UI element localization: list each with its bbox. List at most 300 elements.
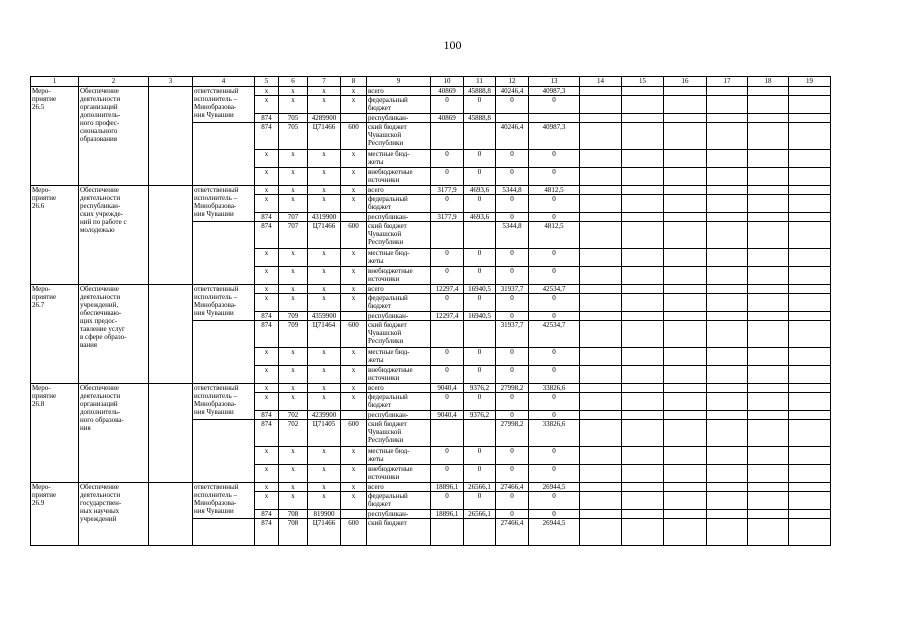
value-cell-2017: 0 (529, 312, 580, 321)
table-row (31, 384, 831, 393)
value-cell-2014 (431, 519, 464, 546)
value-cell-2014: 0 (431, 294, 464, 312)
empty-value-cell (622, 492, 664, 510)
empty-value-cell (622, 294, 664, 312)
column-header: 8 (341, 77, 367, 87)
column-header: 17 (707, 77, 748, 87)
empty-value-cell (622, 114, 664, 123)
empty-value-cell (580, 483, 622, 492)
value-cell-2014: 0 (431, 393, 464, 411)
value-cell-2014: 18896,1 (431, 483, 464, 492)
funding-source-cell: местные бюд- жеты (367, 348, 431, 366)
empty-value-cell (622, 267, 664, 285)
empty-value-cell (748, 222, 789, 249)
expense-type-cell: x (341, 150, 367, 168)
empty-value-cell (748, 384, 789, 393)
empty-value-cell (580, 465, 622, 483)
value-cell-2014: 18896,1 (431, 510, 464, 519)
empty-value-cell (748, 123, 789, 150)
empty-value-cell (664, 186, 707, 195)
measure-title-cell: Обеспечение деятельности организаций дополнитель- ного профес- сионального образования (79, 87, 149, 186)
empty-value-cell (664, 294, 707, 312)
empty-value-cell (580, 510, 622, 519)
value-cell-2015: 0 (464, 465, 496, 483)
target-article-cell: x (308, 249, 341, 267)
empty-value-cell (789, 483, 831, 492)
grbs-cell: x (255, 447, 279, 465)
section-cell: x (279, 186, 308, 195)
empty-value-cell (789, 195, 831, 213)
table-header-row (31, 77, 831, 87)
expense-type-cell: x (341, 483, 367, 492)
empty-value-cell (580, 87, 622, 96)
empty-value-cell (664, 447, 707, 465)
measure-title-cell: Обеспечение деятельности учреждений, обеспечиваю- щих предос- тавление услуг в сфере образо- вания (79, 285, 149, 384)
empty-value-cell (622, 168, 664, 186)
grbs-cell: x (255, 195, 279, 213)
section-cell: 705 (279, 114, 308, 123)
empty-value-cell (664, 114, 707, 123)
column-header: 9 (367, 77, 431, 87)
measure-title-cell: Обеспечение деятельности организаций дополнитель- ного образова- ния (79, 384, 149, 483)
empty-value-cell (789, 123, 831, 150)
value-cell-2015: 16940,5 (464, 285, 496, 294)
empty-value-cell (707, 285, 748, 294)
expense-type-cell: x (341, 294, 367, 312)
expense-type-cell: x (341, 447, 367, 465)
expense-type-cell: x (341, 348, 367, 366)
empty-value-cell (707, 195, 748, 213)
funding-source-cell: ский бюджет (367, 519, 431, 546)
grbs-cell: x (255, 348, 279, 366)
section-cell: 708 (279, 510, 308, 519)
expense-type-cell: 600 (341, 420, 367, 447)
funding-source-cell: всего (367, 87, 431, 96)
value-cell-2016: 0 (496, 267, 529, 285)
value-cell-2015: 0 (464, 195, 496, 213)
funding-source-cell: местные бюд- жеты (367, 150, 431, 168)
executor-cell: ответственный исполнитель – Минобразова- ния Чувашии (193, 483, 255, 519)
value-cell-2014: 0 (431, 150, 464, 168)
empty-value-cell (789, 519, 831, 546)
value-cell-2014: 0 (431, 195, 464, 213)
value-cell-2017: 0 (529, 447, 580, 465)
column-header: 4 (193, 77, 255, 87)
section-cell: x (279, 384, 308, 393)
empty-value-cell (789, 294, 831, 312)
value-cell-2014: 0 (431, 168, 464, 186)
table-row (31, 186, 831, 195)
funding-source-cell: ский бюджет Чувашской Республики (367, 420, 431, 447)
column-header: 3 (149, 77, 193, 87)
column-header: 12 (496, 77, 529, 87)
empty-value-cell (748, 465, 789, 483)
value-cell-2017: 0 (529, 411, 580, 420)
funding-source-cell: федеральный бюджет (367, 294, 431, 312)
empty-value-cell (664, 213, 707, 222)
funding-source-cell: федеральный бюджет (367, 492, 431, 510)
value-cell-2015: 0 (464, 348, 496, 366)
expense-type-cell: x (341, 168, 367, 186)
expense-type-cell (341, 510, 367, 519)
section-cell: 702 (279, 420, 308, 447)
section-cell: x (279, 195, 308, 213)
value-cell-2016: 31937,7 (496, 285, 529, 294)
empty-value-cell (580, 222, 622, 249)
value-cell-2016: 27998,2 (496, 384, 529, 393)
target-article-cell: x (308, 483, 341, 492)
empty-value-cell (664, 249, 707, 267)
empty-value-cell (748, 483, 789, 492)
value-cell-2016: 0 (496, 195, 529, 213)
empty-value-cell (664, 267, 707, 285)
section-cell: x (279, 168, 308, 186)
empty-value-cell (664, 168, 707, 186)
value-cell-2015: 26566,1 (464, 483, 496, 492)
value-cell-2017: 42534,7 (529, 321, 580, 348)
empty-value-cell (664, 420, 707, 447)
target-article-cell: Ц71466 (308, 222, 341, 249)
grbs-cell: x (255, 267, 279, 285)
empty-value-cell (580, 285, 622, 294)
empty-value-cell (789, 510, 831, 519)
empty-value-cell (580, 96, 622, 114)
funding-source-cell: всего (367, 384, 431, 393)
empty-value-cell (580, 213, 622, 222)
value-cell-2017: 0 (529, 150, 580, 168)
empty-value-cell (748, 411, 789, 420)
section-cell: x (279, 492, 308, 510)
column-header: 7 (308, 77, 341, 87)
empty-value-cell (622, 321, 664, 348)
expense-type-cell: x (341, 285, 367, 294)
grbs-cell: x (255, 87, 279, 96)
measure-title-cell: Обеспечение деятельности республикан- ских учрежде- ний по работе с молодежью (79, 186, 149, 285)
value-cell-2014 (431, 321, 464, 348)
value-cell-2016: 0 (496, 168, 529, 186)
empty-value-cell (622, 249, 664, 267)
empty-value-cell (707, 483, 748, 492)
empty-value-cell (622, 465, 664, 483)
expense-type-cell: x (341, 249, 367, 267)
empty-value-cell (789, 114, 831, 123)
grbs-cell: 874 (255, 411, 279, 420)
value-cell-2014: 9040,4 (431, 384, 464, 393)
executor-empty-cell (193, 222, 255, 285)
column-header: 15 (622, 77, 664, 87)
empty-value-cell (748, 114, 789, 123)
expense-type-cell: x (341, 492, 367, 510)
empty-value-cell (622, 312, 664, 321)
empty-col3-cell (149, 384, 193, 483)
grbs-cell: x (255, 294, 279, 312)
empty-value-cell (707, 366, 748, 384)
target-article-cell: 4239900 (308, 411, 341, 420)
target-article-cell: x (308, 348, 341, 366)
value-cell-2015: 0 (464, 294, 496, 312)
value-cell-2016: 0 (496, 510, 529, 519)
value-cell-2015 (464, 222, 496, 249)
empty-value-cell (580, 267, 622, 285)
measure-title-cell: Обеспечение деятельности государствен- ных научных учреждений (79, 483, 149, 546)
value-cell-2017: 4812,5 (529, 222, 580, 249)
value-cell-2014: 0 (431, 348, 464, 366)
funding-source-cell: ский бюджет Чувашской Республики (367, 123, 431, 150)
empty-col3-cell (149, 87, 193, 186)
empty-value-cell (789, 267, 831, 285)
target-article-cell: x (308, 447, 341, 465)
expense-type-cell: x (341, 267, 367, 285)
value-cell-2015 (464, 321, 496, 348)
empty-value-cell (789, 222, 831, 249)
empty-value-cell (707, 96, 748, 114)
empty-value-cell (580, 420, 622, 447)
empty-value-cell (748, 294, 789, 312)
empty-value-cell (789, 168, 831, 186)
value-cell-2016: 0 (496, 348, 529, 366)
target-article-cell: x (308, 150, 341, 168)
section-cell: x (279, 393, 308, 411)
empty-value-cell (664, 123, 707, 150)
section-cell: 707 (279, 222, 308, 249)
empty-value-cell (707, 294, 748, 312)
grbs-cell: 874 (255, 510, 279, 519)
empty-value-cell (748, 393, 789, 411)
target-article-cell: 4359900 (308, 312, 341, 321)
value-cell-2016 (496, 114, 529, 123)
expense-type-cell: x (341, 87, 367, 96)
empty-value-cell (789, 96, 831, 114)
expense-type-cell: x (341, 366, 367, 384)
value-cell-2015: 4693,6 (464, 186, 496, 195)
value-cell-2016: 0 (496, 447, 529, 465)
value-cell-2015: 16940,5 (464, 312, 496, 321)
value-cell-2015: 45888,8 (464, 114, 496, 123)
value-cell-2015: 0 (464, 249, 496, 267)
section-cell: 702 (279, 411, 308, 420)
value-cell-2014: 3177,9 (431, 213, 464, 222)
empty-value-cell (664, 411, 707, 420)
table-row (31, 285, 831, 294)
section-cell: x (279, 348, 308, 366)
empty-value-cell (580, 150, 622, 168)
column-header: 6 (279, 77, 308, 87)
empty-value-cell (707, 519, 748, 546)
empty-value-cell (707, 384, 748, 393)
funding-source-cell: республикан- (367, 510, 431, 519)
empty-value-cell (580, 114, 622, 123)
section-cell: x (279, 267, 308, 285)
column-header: 11 (464, 77, 496, 87)
value-cell-2016: 0 (496, 366, 529, 384)
empty-value-cell (580, 393, 622, 411)
target-article-cell: Ц71466 (308, 123, 341, 150)
funding-source-cell: внебюджетные источники (367, 366, 431, 384)
empty-value-cell (707, 321, 748, 348)
value-cell-2017: 0 (529, 195, 580, 213)
expense-type-cell (341, 114, 367, 123)
section-cell: x (279, 483, 308, 492)
empty-value-cell (748, 87, 789, 96)
target-article-cell: x (308, 195, 341, 213)
column-header: 1 (31, 77, 79, 87)
target-article-cell: Ц71466 (308, 519, 341, 546)
empty-col3-cell (149, 186, 193, 285)
funding-source-cell: федеральный бюджет (367, 393, 431, 411)
empty-value-cell (707, 447, 748, 465)
empty-value-cell (707, 348, 748, 366)
section-cell: x (279, 96, 308, 114)
empty-value-cell (664, 195, 707, 213)
empty-value-cell (664, 384, 707, 393)
empty-value-cell (707, 465, 748, 483)
value-cell-2017: 26944,5 (529, 483, 580, 492)
empty-value-cell (707, 492, 748, 510)
value-cell-2014: 0 (431, 447, 464, 465)
section-cell: x (279, 447, 308, 465)
expense-type-cell: 600 (341, 321, 367, 348)
empty-col3-cell (149, 285, 193, 384)
empty-value-cell (707, 420, 748, 447)
empty-value-cell (748, 96, 789, 114)
target-article-cell: x (308, 96, 341, 114)
empty-value-cell (707, 150, 748, 168)
value-cell-2015: 0 (464, 366, 496, 384)
empty-value-cell (664, 87, 707, 96)
empty-value-cell (622, 87, 664, 96)
empty-value-cell (748, 168, 789, 186)
value-cell-2017: 0 (529, 366, 580, 384)
value-cell-2017: 0 (529, 510, 580, 519)
value-cell-2014: 0 (431, 366, 464, 384)
funding-source-cell: местные бюд- жеты (367, 249, 431, 267)
value-cell-2014: 0 (431, 492, 464, 510)
grbs-cell: 874 (255, 420, 279, 447)
empty-value-cell (622, 186, 664, 195)
value-cell-2017: 0 (529, 393, 580, 411)
target-article-cell: x (308, 465, 341, 483)
value-cell-2015 (464, 123, 496, 150)
empty-value-cell (622, 483, 664, 492)
value-cell-2015: 0 (464, 267, 496, 285)
expense-type-cell (341, 213, 367, 222)
value-cell-2015: 0 (464, 447, 496, 465)
section-cell: x (279, 87, 308, 96)
funding-source-cell: всего (367, 285, 431, 294)
grbs-cell: x (255, 285, 279, 294)
empty-value-cell (789, 393, 831, 411)
value-cell-2015: 0 (464, 150, 496, 168)
empty-value-cell (580, 195, 622, 213)
value-cell-2015: 26566,1 (464, 510, 496, 519)
empty-value-cell (622, 96, 664, 114)
section-cell: x (279, 294, 308, 312)
value-cell-2016: 0 (496, 96, 529, 114)
section-cell: x (279, 150, 308, 168)
value-cell-2015 (464, 420, 496, 447)
value-cell-2016: 40246,4 (496, 123, 529, 150)
value-cell-2017: 0 (529, 213, 580, 222)
value-cell-2016: 27466,4 (496, 483, 529, 492)
funding-source-cell: внебюджетные источники (367, 465, 431, 483)
value-cell-2017: 0 (529, 294, 580, 312)
expense-type-cell: x (341, 195, 367, 213)
executor-empty-cell (193, 123, 255, 186)
value-cell-2014: 3177,9 (431, 186, 464, 195)
funding-source-cell: республикан- (367, 114, 431, 123)
value-cell-2016: 0 (496, 393, 529, 411)
empty-value-cell (748, 186, 789, 195)
empty-value-cell (664, 393, 707, 411)
value-cell-2016: 0 (496, 492, 529, 510)
empty-value-cell (664, 312, 707, 321)
empty-value-cell (789, 384, 831, 393)
expense-type-cell: x (341, 186, 367, 195)
column-header: 2 (79, 77, 149, 87)
target-article-cell: x (308, 384, 341, 393)
value-cell-2015: 9376,2 (464, 411, 496, 420)
empty-value-cell (748, 366, 789, 384)
empty-value-cell (622, 285, 664, 294)
column-header: 16 (664, 77, 707, 87)
empty-value-cell (622, 195, 664, 213)
section-cell: 705 (279, 123, 308, 150)
expense-type-cell: x (341, 393, 367, 411)
empty-value-cell (707, 393, 748, 411)
empty-value-cell (622, 420, 664, 447)
empty-value-cell (664, 483, 707, 492)
budget-table (30, 76, 831, 546)
grbs-cell: 874 (255, 123, 279, 150)
grbs-cell: 874 (255, 213, 279, 222)
empty-value-cell (622, 393, 664, 411)
empty-value-cell (789, 465, 831, 483)
funding-source-cell: федеральный бюджет (367, 96, 431, 114)
empty-value-cell (580, 492, 622, 510)
value-cell-2017: 0 (529, 267, 580, 285)
empty-value-cell (580, 168, 622, 186)
value-cell-2016: 0 (496, 465, 529, 483)
empty-value-cell (622, 447, 664, 465)
executor-empty-cell (193, 519, 255, 546)
empty-value-cell (748, 492, 789, 510)
value-cell-2014 (431, 222, 464, 249)
value-cell-2017 (529, 114, 580, 123)
empty-value-cell (707, 186, 748, 195)
empty-value-cell (622, 510, 664, 519)
measure-cell: Меро- приятие 26.5 (31, 87, 79, 186)
empty-value-cell (580, 411, 622, 420)
empty-value-cell (664, 150, 707, 168)
grbs-cell: 874 (255, 222, 279, 249)
empty-value-cell (707, 267, 748, 285)
column-header: 5 (255, 77, 279, 87)
empty-value-cell (789, 213, 831, 222)
value-cell-2015: 4693,6 (464, 213, 496, 222)
target-article-cell: x (308, 366, 341, 384)
value-cell-2016: 0 (496, 294, 529, 312)
value-cell-2014: 0 (431, 96, 464, 114)
value-cell-2017: 40987,3 (529, 123, 580, 150)
expense-type-cell: x (341, 96, 367, 114)
funding-source-cell: местные бюд- жеты (367, 447, 431, 465)
empty-value-cell (789, 312, 831, 321)
empty-value-cell (664, 96, 707, 114)
value-cell-2016: 0 (496, 213, 529, 222)
funding-source-cell: ский бюджет Чувашской Республики (367, 222, 431, 249)
funding-source-cell: республикан- (367, 213, 431, 222)
executor-empty-cell (193, 420, 255, 483)
